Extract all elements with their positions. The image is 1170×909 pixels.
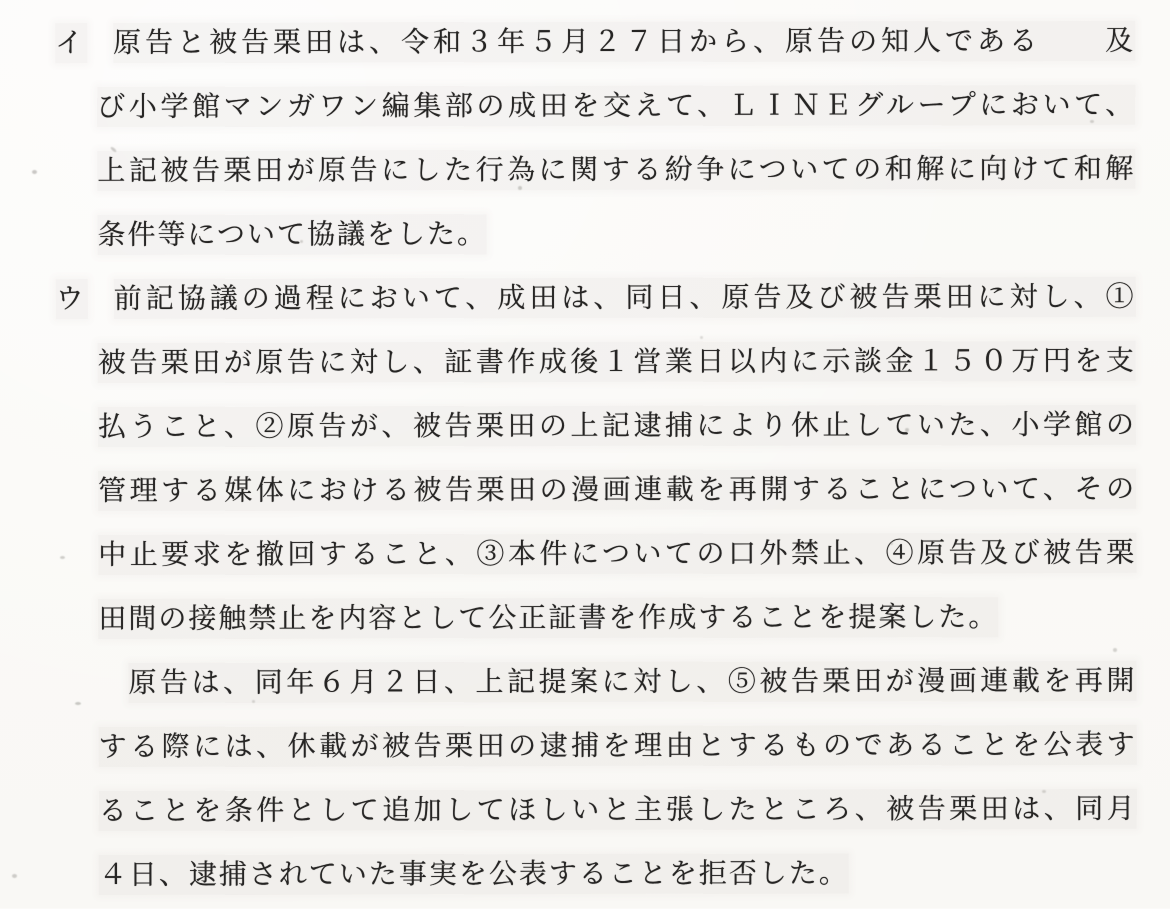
- line-text: 田間の接触禁止を内容として公正証書を作成することを提案した。: [98, 597, 998, 639]
- text-line: [0, 9, 1169, 75]
- text-line: [0, 73, 1169, 139]
- item-marker-i: イ: [55, 23, 87, 63]
- scan-speck: [12, 874, 17, 878]
- text-line: [0, 521, 1170, 587]
- text-line: [0, 585, 1170, 651]
- line-text: 被告栗田が原告に対し、証書作成後１営業日以内に示談金１５０万円を支: [98, 341, 1136, 383]
- scan-speck: [300, 240, 303, 243]
- text-line: [1, 841, 1170, 907]
- text-line: [0, 329, 1170, 395]
- text-line: [0, 201, 1170, 267]
- line-text: する際には、休載が被告栗田の逮捕を理由とするものであることを公表す: [99, 725, 1137, 767]
- line-text: 管理する媒体における被告栗田の漫画連載を再開することについて、その: [98, 469, 1136, 511]
- item-marker-u: ウ: [56, 279, 88, 319]
- scan-speck: [1113, 648, 1117, 652]
- line-text: 上記被告栗田が原告にした行為に関する紛争についての和解に向けて和解: [97, 149, 1135, 191]
- text-line: [0, 393, 1170, 459]
- text-line: [0, 265, 1170, 331]
- scan-speck: [1090, 120, 1094, 123]
- text-line: [0, 457, 1170, 523]
- line-text: 払うこと、②原告が、被告栗田の上記逮捕により休止していた、小学館の: [98, 405, 1136, 447]
- scan-speck: [32, 170, 37, 174]
- scan-speck: [518, 186, 522, 190]
- scan-speck: [700, 336, 703, 339]
- line-text: 原告と被告栗田は、令和３年５月２７日から、原告の知人である 及: [113, 21, 1135, 63]
- text-line: [1, 713, 1170, 779]
- scan-speck: [60, 556, 65, 559]
- scan-speck: [75, 702, 81, 705]
- scan-speck: [890, 542, 893, 545]
- line-text: 前記協議の過程において、成田は、同日、原告及び被告栗田に対し、①: [114, 277, 1136, 319]
- line-text: び小学館マンガワン編集部の成田を交えて、ＬＩＮＥグループにおいて、: [97, 85, 1135, 127]
- text-line: [1, 777, 1170, 843]
- scan-speck: [252, 700, 255, 703]
- text-line: [0, 137, 1169, 203]
- scan-speck: [1042, 790, 1046, 793]
- line-text: ることを条件として追加してほしいと主張したところ、被告栗田は、同月: [99, 789, 1137, 831]
- scan-speck: [905, 428, 909, 432]
- text-line-paragraph-start: [0, 649, 1170, 715]
- line-text: ４日、逮捕されていた事実を公表することを拒否した。: [99, 853, 849, 895]
- line-text: 中止要求を撤回すること、③本件についての口外禁止、④原告及び被告栗: [98, 533, 1136, 575]
- line-text: 原告は、同年６月２日、上記提案に対し、⑤被告栗田が漫画連載を再開: [128, 661, 1136, 703]
- line-text: 条件等について協議をした。: [97, 214, 487, 255]
